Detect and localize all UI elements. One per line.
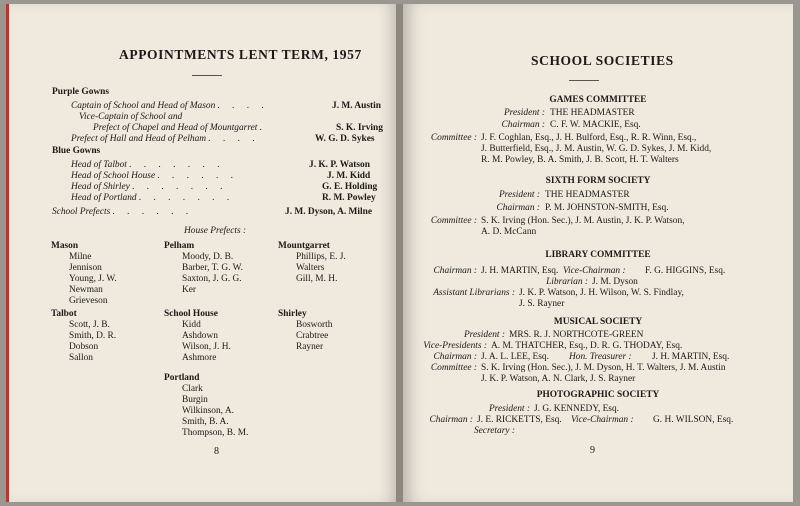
librarian: J. M. Dyson: [592, 277, 638, 287]
prefect-name: Dobson: [69, 342, 99, 352]
games-committee-line: R. M. Powley, B. A. Smith, J. B. Scott, H. T. Walters: [481, 155, 679, 165]
prefect-name: Crabtree: [296, 331, 329, 341]
prefect-name: Ashmore: [182, 353, 217, 363]
photographic-secretary-label: Secretary :: [473, 426, 515, 436]
prefect-name: Jennison: [69, 263, 102, 273]
prefect-name: Kidd: [182, 320, 201, 330]
library-vice-chairman: F. G. HIGGINS, Esq.: [645, 266, 726, 276]
house-mason: [51, 241, 117, 307]
musical-president: MRS. R. J. NORTHCOTE-GREEN: [509, 330, 644, 340]
library-committee-heading: LIBRARY COMMITTEE: [545, 250, 651, 260]
musical-committee-line: J. K. P. Watson, A. N. Clark, J. S. Rayner: [481, 374, 636, 384]
page-9: [403, 4, 793, 502]
prefect-name: Scott, J. B.: [69, 320, 110, 330]
prefect-name: Milne: [69, 252, 92, 262]
purple-gowns-heading: Purple Gowns: [52, 87, 110, 97]
prefect-name: Newman: [69, 285, 103, 295]
musical-committee-line: S. K. Irving (Hon. Sec.), J. M. Dyson, H. T. Walters, J. M. Austin: [481, 363, 726, 373]
games-committee-line: J. F. Coghlan, Esq., J. H. Bulford, Esq., R. R. Winn, Esq.,: [481, 133, 697, 143]
house-shirley: [278, 309, 332, 353]
photographic-chairman-label: Chairman :: [429, 415, 473, 425]
sixth-form-chairman: P. M. JOHNSTON-SMITH, Esq.: [545, 203, 669, 213]
prefect-name: Sallon: [69, 353, 93, 363]
house-prefects-heading: House Prefects :: [184, 226, 247, 236]
shirley-head-role: Head of Shirley . . . . . . .: [71, 182, 228, 192]
sixth-form-chairman-label: Chairman :: [496, 203, 540, 213]
vice-presidents: A. M. THATCHER, Esq., D. R. G. THODAY, Esq.: [491, 341, 683, 351]
vice-captain-role-line1: Vice-Captain of School and: [79, 112, 183, 122]
school-house-head-name: J. M. Kidd: [327, 171, 371, 181]
prefect-name: Grieveson: [69, 296, 108, 306]
games-chairman: C. F. W. MACKIE, Esq.: [550, 120, 641, 130]
house-name: Talbot: [51, 309, 77, 319]
hall-prefect-name: W. G. D. Sykes: [315, 134, 375, 144]
musical-chairman-label: Chairman :: [433, 352, 477, 362]
photographic-chairman: J. E. RICKETTS, Esq.: [477, 415, 562, 425]
treasurer: J. H. MARTIN, Esq.: [652, 352, 730, 362]
portland-head-name: R. M. Powley: [322, 193, 376, 203]
librarian-label: Librarian :: [546, 277, 588, 287]
page-number: 9: [590, 445, 595, 456]
vice-captain-role-line2: Prefect of Chapel and Head of Mountgarret .: [93, 123, 268, 133]
sixth-form-committee-line: S. K. Irving (Hon. Sec.), J. M. Austin, J. K. P. Watson,: [481, 216, 685, 226]
prefect-name: Bosworth: [296, 320, 333, 330]
page-number: 8: [214, 446, 219, 457]
school-prefects-names: J. M. Dyson, A. Milne: [285, 207, 372, 217]
prefect-name: Moody, D. B.: [182, 252, 234, 262]
house-name: Portland: [164, 373, 200, 383]
library-chairman: J. H. MARTIN, Esq.: [481, 266, 559, 276]
school-prefects-label: School Prefects . . . . . .: [52, 207, 194, 217]
house-talbot: [51, 309, 116, 364]
blue-gowns-heading: Blue Gowns: [52, 146, 101, 156]
photographic-vice-chairman-label: Vice-Chairman :: [571, 415, 634, 425]
prefect-name: Saxton, J. G. G.: [182, 274, 242, 284]
captain-role: Captain of School and Head of Mason . . . .: [71, 101, 270, 111]
photographic-president: J. G. KENNEDY, Esq.: [534, 404, 619, 414]
house-name: Mountgarret: [278, 241, 330, 251]
house-school-house: [164, 309, 231, 364]
prefect-name: Wilson, J. H.: [182, 342, 231, 352]
musical-society-heading: MUSICAL SOCIETY: [553, 317, 643, 327]
page-title: SCHOOL SOCIETIES: [531, 53, 674, 68]
photographic-vice-chairman: G. H. WILSON, Esq.: [653, 415, 734, 425]
house-name: Pelham: [164, 241, 195, 251]
house-name: Shirley: [278, 309, 307, 319]
prefect-name: Gill, M. H.: [296, 274, 338, 284]
prefect-name: Barber, T. G. W.: [182, 263, 243, 273]
library-chairman-label: Chairman :: [433, 266, 477, 276]
sixth-form-president: THE HEADMASTER: [545, 190, 630, 200]
book-gutter: [396, 4, 403, 502]
prefect-name: Ker: [182, 285, 197, 295]
title-divider: [569, 80, 599, 81]
sixth-form-committee-label: Committee :: [430, 216, 477, 226]
portland-head-role: Head of Portland . . . . . . .: [71, 193, 235, 203]
house-mountgarret: [278, 241, 346, 285]
games-committee-label: Committee :: [430, 133, 477, 143]
photographic-society-heading: PHOTOGRAPHIC SOCIETY: [536, 390, 660, 400]
photographic-president-label: President :: [488, 404, 530, 414]
school-house-head-role: Head of School House . . . . . .: [71, 171, 239, 181]
hall-prefect-role: Prefect of Hall and Head of Pelham . . . .: [71, 134, 260, 144]
games-committee-line: J. Butterfield, Esq., J. M. Austin, W. G. D. Sykes, J. M. Kidd,: [481, 144, 712, 154]
prefect-name: Rayner: [296, 342, 324, 352]
sixth-form-committee-line: A. D. McCann: [481, 227, 537, 237]
house-pelham: [164, 241, 243, 296]
musical-committee-label: Committee :: [430, 363, 477, 373]
vice-presidents-label: Vice-Presidents :: [423, 341, 487, 351]
treasurer-label: Hon. Treasurer :: [569, 352, 632, 362]
house-portland: [164, 373, 248, 439]
prefect-name: Thompson, B. M.: [182, 428, 249, 438]
musical-chairman: J. A. L. LEE, Esq.: [481, 352, 549, 362]
games-president-label: President :: [503, 108, 545, 118]
prefect-name: Walters: [296, 263, 325, 273]
page-title: APPOINTMENTS LENT TERM, 1957: [119, 47, 362, 62]
prefect-name: Clark: [182, 384, 203, 394]
talbot-head-role: Head of Talbot . . . . . . .: [71, 160, 225, 170]
captain-name: J. M. Austin: [332, 101, 381, 111]
title-divider: [192, 75, 222, 76]
shirley-head-name: G. E. Holding: [322, 182, 378, 192]
talbot-head-name: J. K. P. Watson: [309, 160, 370, 170]
prefect-name: Young, J. W.: [69, 274, 117, 284]
games-president: THE HEADMASTER: [550, 108, 635, 118]
assistant-librarians-line: J. K. P. Watson, J. H. Wilson, W. S. Findlay,: [519, 288, 684, 298]
prefect-name: Phillips, E. J.: [296, 252, 346, 262]
prefect-name: Smith, D. R.: [69, 331, 117, 341]
prefect-name: Ashdown: [182, 331, 218, 341]
library-vice-chairman-label: Vice-Chairman :: [563, 266, 626, 276]
prefect-name: Wilkinson, A.: [182, 406, 234, 416]
vice-captain-name: S. K. Irving: [336, 123, 383, 133]
house-name: School House: [164, 309, 218, 319]
sixth-form-president-label: President :: [498, 190, 540, 200]
games-chairman-label: Chairman :: [501, 120, 545, 130]
house-name: Mason: [51, 241, 79, 251]
prefect-name: Burgin: [182, 395, 208, 405]
assistant-librarians-label: Assistant Librarians :: [433, 288, 515, 298]
games-committee-heading: GAMES COMMITTEE: [549, 95, 647, 105]
musical-president-label: President :: [463, 330, 505, 340]
assistant-librarians-line: J. S. Rayner: [519, 299, 565, 309]
sixth-form-heading: SIXTH FORM SOCIETY: [545, 176, 651, 186]
page-8: [6, 4, 399, 502]
prefect-name: Smith, B. A.: [182, 417, 229, 427]
